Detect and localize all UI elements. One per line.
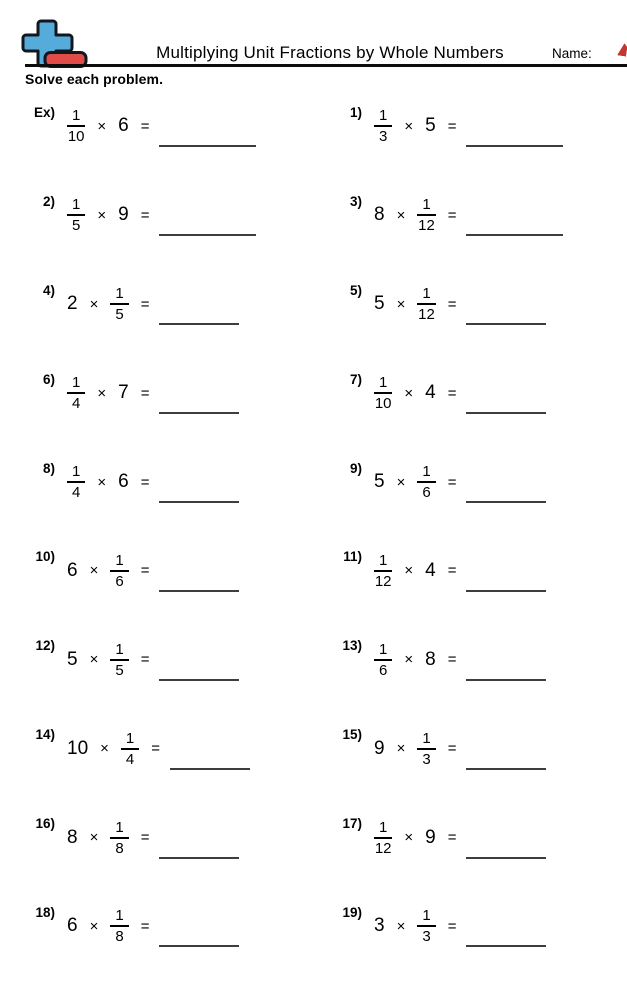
times-sign: × — [97, 384, 107, 402]
numerator: 1 — [374, 819, 392, 839]
numerator: 1 — [67, 374, 85, 394]
fraction — [374, 107, 392, 145]
whole-number: 3 — [374, 915, 385, 937]
fraction — [67, 196, 85, 234]
answer-blank-line[interactable] — [159, 234, 256, 236]
numerator: 1 — [417, 463, 435, 483]
denominator: 3 — [422, 928, 431, 946]
fraction — [67, 374, 85, 412]
problem-number: 12) — [35, 638, 55, 654]
problem-number: Ex) — [33, 104, 55, 120]
problem — [30, 537, 337, 626]
problem-number: 9) — [349, 460, 362, 476]
problem-number: 15) — [342, 727, 362, 743]
whole-number: 4 — [425, 559, 436, 581]
whole-number: 9 — [118, 204, 129, 226]
fraction — [110, 907, 128, 945]
problem — [337, 537, 627, 626]
instructions-text: Solve each problem. — [25, 71, 164, 87]
times-sign: × — [404, 651, 414, 669]
problem — [30, 804, 337, 893]
fraction — [417, 463, 435, 501]
problem — [337, 271, 627, 360]
problem-number: 19) — [342, 904, 362, 920]
denominator: 3 — [422, 750, 431, 768]
problem-number: 2) — [42, 193, 55, 209]
expression — [67, 730, 160, 768]
answer-blank-line[interactable] — [466, 768, 546, 770]
problem — [337, 93, 627, 182]
problem — [30, 271, 337, 360]
whole-number: 7 — [118, 382, 129, 404]
equals-sign: = — [140, 829, 150, 847]
times-sign: × — [396, 295, 406, 313]
problem-number: 14) — [35, 727, 55, 743]
equals-sign: = — [447, 829, 457, 847]
denominator: 4 — [125, 750, 135, 768]
fraction — [417, 285, 435, 323]
whole-number: 9 — [374, 737, 385, 759]
denominator: 3 — [379, 128, 388, 146]
numerator: 1 — [374, 552, 392, 572]
denominator: 4 — [72, 484, 81, 501]
equals-sign: = — [447, 295, 457, 313]
denominator: 12 — [374, 839, 392, 857]
times-sign: × — [100, 740, 109, 758]
equals-sign: = — [447, 562, 457, 580]
equals-sign: = — [140, 562, 150, 580]
numerator: 1 — [374, 107, 392, 127]
problem — [30, 715, 337, 804]
problem — [337, 715, 627, 804]
problem-number: 18) — [35, 904, 55, 920]
answer-blank-line[interactable] — [466, 323, 546, 325]
times-sign: × — [404, 829, 414, 847]
expression — [374, 907, 456, 945]
problem-number: 8) — [42, 460, 55, 476]
numerator: 1 — [121, 730, 139, 750]
plus-minus-logo-icon — [21, 18, 89, 70]
numerator: 1 — [417, 285, 435, 305]
expression — [67, 196, 149, 234]
whole-number: 5 — [425, 115, 436, 137]
answer-blank-line[interactable] — [466, 412, 546, 414]
expression — [374, 107, 456, 145]
answer-blank-line[interactable] — [159, 945, 239, 947]
times-sign: × — [97, 473, 107, 491]
expression — [374, 285, 456, 323]
answer-blank-line[interactable] — [159, 501, 239, 503]
expression — [67, 819, 149, 857]
problem-number: 16) — [35, 816, 55, 832]
problem — [337, 626, 627, 715]
times-sign: × — [404, 562, 414, 580]
fraction — [67, 463, 85, 501]
answer-blank-line[interactable] — [466, 590, 546, 592]
problem — [30, 626, 337, 715]
whole-number: 6 — [67, 559, 78, 581]
denominator: 12 — [418, 306, 435, 324]
equals-sign: = — [447, 740, 457, 758]
whole-number: 10 — [67, 737, 89, 759]
expression — [67, 552, 149, 590]
denominator: 5 — [115, 661, 124, 679]
whole-number: 9 — [425, 826, 436, 848]
equals-sign: = — [140, 917, 150, 935]
numerator: 1 — [110, 552, 128, 572]
answer-blank-line[interactable] — [170, 768, 250, 770]
times-sign: × — [89, 917, 99, 935]
fraction — [374, 819, 392, 857]
fraction — [374, 374, 392, 412]
answer-blank-line[interactable] — [466, 679, 546, 681]
problem-number: 6) — [42, 371, 55, 387]
denominator: 6 — [115, 572, 124, 590]
expression — [374, 374, 456, 412]
times-sign: × — [404, 384, 414, 402]
expression — [67, 285, 149, 323]
expression — [374, 463, 456, 501]
numerator: 1 — [110, 641, 128, 661]
fraction — [67, 107, 85, 145]
fraction — [110, 285, 128, 323]
numerator: 1 — [417, 196, 435, 216]
times-sign: × — [97, 117, 107, 135]
problem-number: 13) — [342, 638, 362, 654]
red-pen-mark — [617, 42, 627, 56]
problem-number: 17) — [342, 816, 362, 832]
whole-number: 8 — [67, 826, 78, 848]
problem-number: 3) — [349, 193, 362, 209]
equals-sign: = — [447, 384, 457, 402]
denominator: 6 — [379, 661, 388, 679]
problem-number: 4) — [42, 282, 55, 298]
equals-sign: = — [447, 117, 457, 135]
equals-sign: = — [447, 206, 457, 224]
whole-number: 6 — [118, 471, 129, 492]
whole-number: 6 — [118, 115, 129, 137]
whole-number: 6 — [67, 915, 78, 937]
fraction — [417, 907, 435, 945]
times-sign: × — [396, 473, 406, 491]
denominator: 10 — [374, 395, 392, 413]
equals-sign: = — [447, 473, 457, 491]
expression — [67, 907, 149, 945]
numerator: 1 — [67, 463, 85, 483]
fraction — [374, 552, 392, 590]
whole-number: 8 — [374, 204, 385, 226]
denominator: 8 — [115, 928, 124, 946]
expression — [374, 196, 456, 234]
times-sign: × — [396, 740, 406, 758]
times-sign: × — [89, 829, 99, 847]
expression — [67, 107, 149, 145]
header-divider-line — [25, 64, 627, 67]
answer-blank-line[interactable] — [466, 945, 546, 947]
times-sign: × — [89, 295, 99, 313]
problem — [30, 182, 337, 271]
times-sign: × — [396, 917, 406, 935]
name-label: Name: — [552, 46, 592, 61]
answer-blank-line[interactable] — [466, 234, 563, 236]
numerator: 1 — [67, 107, 85, 127]
problem — [337, 182, 627, 271]
whole-number: 2 — [67, 293, 78, 315]
fraction — [110, 819, 128, 857]
page-title: Multiplying Unit Fractions by Whole Numbers — [156, 43, 504, 62]
equals-sign: = — [140, 117, 150, 135]
problem-number: 11) — [343, 549, 362, 565]
answer-blank-line[interactable] — [159, 857, 239, 859]
fraction — [417, 730, 435, 768]
expression — [67, 374, 149, 412]
denominator: 12 — [418, 217, 435, 235]
denominator: 5 — [72, 217, 81, 235]
times-sign: × — [89, 562, 99, 580]
problem — [337, 893, 627, 982]
equals-sign: = — [140, 651, 150, 669]
numerator: 1 — [110, 285, 128, 305]
numerator: 1 — [417, 730, 435, 750]
denominator: 4 — [72, 395, 81, 413]
numerator: 1 — [417, 907, 435, 927]
problem — [30, 360, 337, 449]
answer-blank-line[interactable] — [466, 501, 546, 503]
expression — [374, 641, 456, 679]
denominator: 5 — [115, 306, 124, 324]
times-sign: × — [396, 206, 406, 224]
answer-blank-line[interactable] — [466, 145, 563, 147]
problem-number: 10) — [35, 549, 55, 565]
whole-number: 4 — [425, 382, 436, 404]
equals-sign: = — [151, 740, 161, 758]
fraction — [110, 552, 128, 590]
equals-sign: = — [140, 295, 150, 313]
problem — [337, 449, 627, 538]
numerator: 1 — [374, 374, 392, 394]
expression — [374, 730, 456, 768]
times-sign: × — [97, 206, 107, 224]
answer-blank-line[interactable] — [466, 857, 546, 859]
answer-blank-line[interactable] — [159, 679, 239, 681]
answer-blank-line[interactable] — [159, 590, 239, 592]
whole-number: 5 — [374, 471, 385, 492]
numerator: 1 — [374, 641, 392, 661]
expression — [67, 463, 149, 501]
expression — [374, 552, 456, 590]
expression — [67, 641, 149, 679]
problem-number: 5) — [349, 282, 362, 298]
equals-sign: = — [447, 651, 457, 669]
fraction — [417, 196, 435, 234]
equals-sign: = — [140, 473, 150, 491]
equals-sign: = — [140, 384, 150, 402]
fraction — [110, 641, 128, 679]
times-sign: × — [89, 651, 99, 669]
whole-number: 5 — [374, 293, 385, 315]
problem-number: 7) — [349, 371, 362, 387]
whole-number: 5 — [67, 648, 78, 670]
denominator: 8 — [115, 839, 124, 857]
denominator: 10 — [67, 128, 85, 146]
expression — [374, 819, 456, 857]
problem-number: 1) — [349, 104, 362, 120]
equals-sign: = — [447, 917, 457, 935]
answer-blank-line[interactable] — [159, 145, 256, 147]
times-sign: × — [404, 117, 414, 135]
problem — [30, 93, 337, 182]
problem — [337, 804, 627, 893]
numerator: 1 — [110, 819, 128, 839]
problem — [30, 893, 337, 982]
fraction — [121, 730, 139, 768]
answer-blank-line[interactable] — [159, 323, 239, 325]
numerator: 1 — [67, 196, 85, 216]
numerator: 1 — [110, 907, 128, 927]
answer-blank-line[interactable] — [159, 412, 239, 414]
denominator: 6 — [422, 484, 431, 501]
fraction — [374, 641, 392, 679]
problems-grid — [0, 93, 627, 982]
whole-number: 8 — [425, 648, 436, 670]
problem — [337, 360, 627, 449]
denominator: 12 — [374, 572, 392, 590]
equals-sign: = — [140, 206, 150, 224]
problem — [30, 449, 337, 538]
